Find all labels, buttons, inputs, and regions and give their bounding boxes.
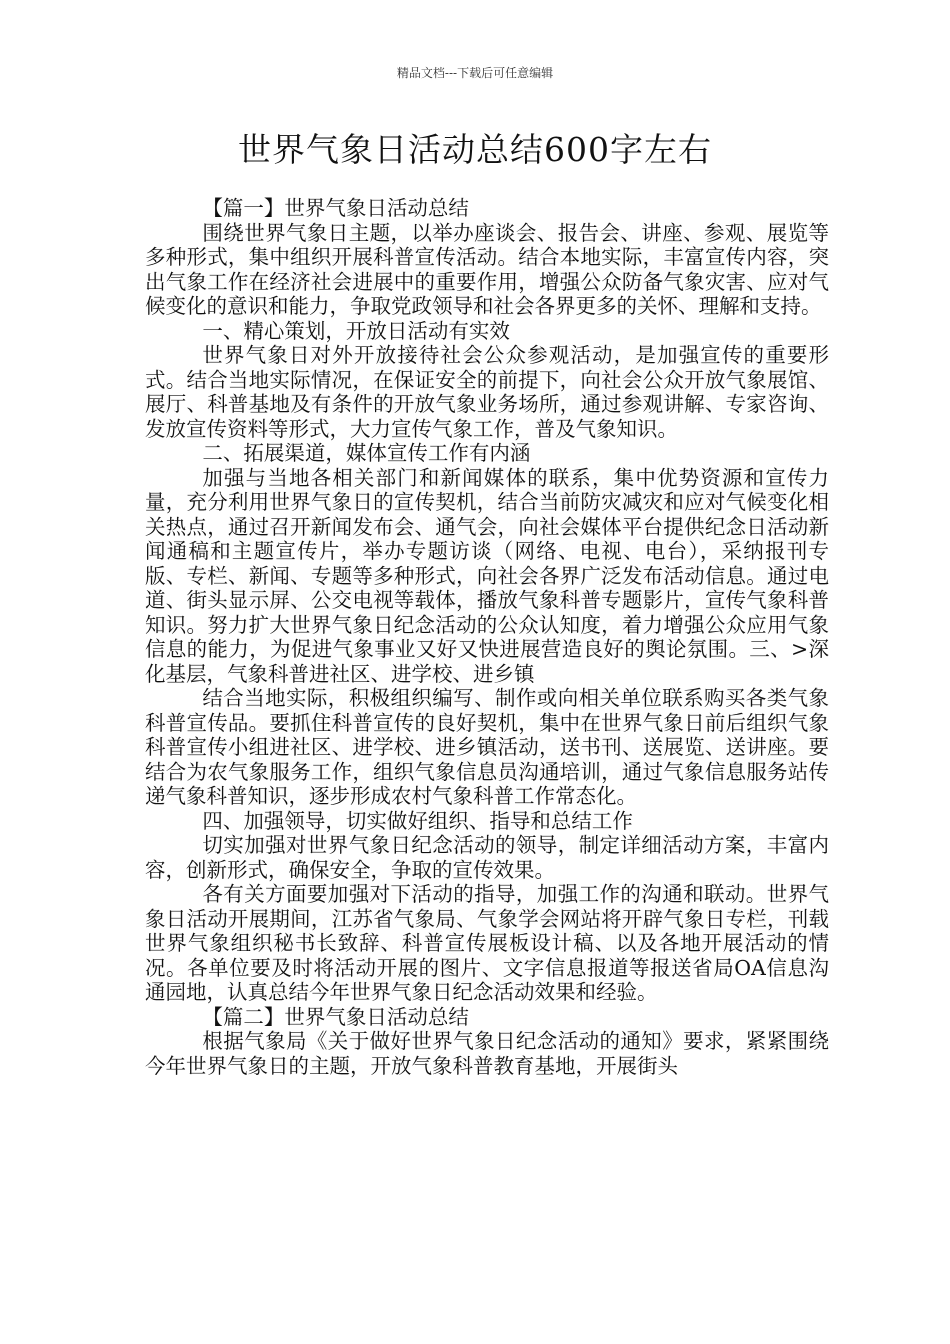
document-title: 世界气象日活动总结600字左右 (238, 130, 712, 169)
section-heading-1: 一、精心策划，开放日活动有实效 (202, 318, 510, 343)
section-heading-part2: 【篇二】世界气象日活动总结 (202, 1004, 469, 1029)
section-heading-2: 二、拓展渠道，媒体宣传工作有内涵 (202, 441, 531, 465)
paragraph-grassroots: 结合当地实际，积极组织编写、制作或向相关单位联系购买各类气象科普宣传品。要抓住科普宣传的良好契机，集中在世界气象日前后组织气象科普宣传小组进社区、进学校、进乡镇活动，送书刊、送展览、送讲座。要结合为农气象服务工作，组织气象信息员沟通培训，通过气象信息服务站传递气象科普知识，逐步形成农村气象科普工作常态化。 (145, 686, 829, 808)
paragraph-media: 加强与当地各相关部门和新闻媒体的联系，集中优势资源和宣传力量，充分利用世界气象日的宣传契机，结合当前防灾减灾和应对气候变化相关热点，通过召开新闻发布会、通气会，向社会媒体平台提供纪念日活动新闻通稿和主题宣传片，举办专题访谈（网络、电视、电台），采纳报刊专版、专栏、新闻、专题等多种形式，向社会各界广泛发布活动信息。通过电道、街头显示屏、公交电视等载体，播放气象科普专题影片，宣传气象科普知识。努力扩大世界气象日纪念活动的公众认知度，着力增强公众应用气象信息的能力，为促进气象事业又好又快进展营造良好的舆论氛围。三、>深化基层，气象科普进社区、进学校、进乡镇 (145, 465, 829, 686)
document-body (145, 196, 829, 1078)
section-heading-part1: 【篇一】世界气象日活动总结 (202, 196, 469, 220)
header-note: 精品文档---下载后可任意编辑 (396, 66, 554, 80)
section-heading-4: 四、加强领导，切实做好组织、指导和总结工作 (202, 808, 633, 833)
paragraph-part2-intro: 根据气象局《关于做好世界气象日纪念活动的通知》要求，紧紧围绕今年世界气象日的主题，开放气象科普教育基地，开展街头 (145, 1029, 829, 1078)
paragraph-open-day: 世界气象日对外开放接待社会公众参观活动，是加强宣传的重要形式。结合当地实际情况，在保证安全的前提下，向社会公众开放气象展馆、展厅、科普基地及有条件的开放气象业务场所，通过参观讲解、专家咨询、发放宣传资料等形式，大力宣传气象工作，普及气象知识。 (145, 343, 829, 441)
paragraph-intro: 围绕世界气象日主题，以举办座谈会、报告会、讲座、参观、展览等多种形式，集中组织开展科普宣传活动。结合本地实际，丰富宣传内容，突出气象工作在经济社会进展中的重要作用，增强公众防备气象灾害、应对气候变化的意识和能力，争取党政领导和社会各界更多的关怀、理解和支持。 (145, 220, 829, 318)
paragraph-coordination: 各有关方面要加强对下活动的指导，加强工作的沟通和联动。世界气象日活动开展期间，江苏省气象局、气象学会网站将开辟气象日专栏，刊载世界气象组织秘书长致辞、科普宣传展板设计稿、以及各地开展活动的情况。各单位要及时将活动开展的图片、文字信息报道等报送省局OA信息沟通园地，认真总结今年世界气象日纪念活动效果和经验。 (145, 882, 829, 1004)
paragraph-leadership: 切实加强对世界气象日纪念活动的领导，制定详细活动方案，丰富内容，创新形式，确保安全，争取的宣传效果。 (145, 833, 829, 882)
